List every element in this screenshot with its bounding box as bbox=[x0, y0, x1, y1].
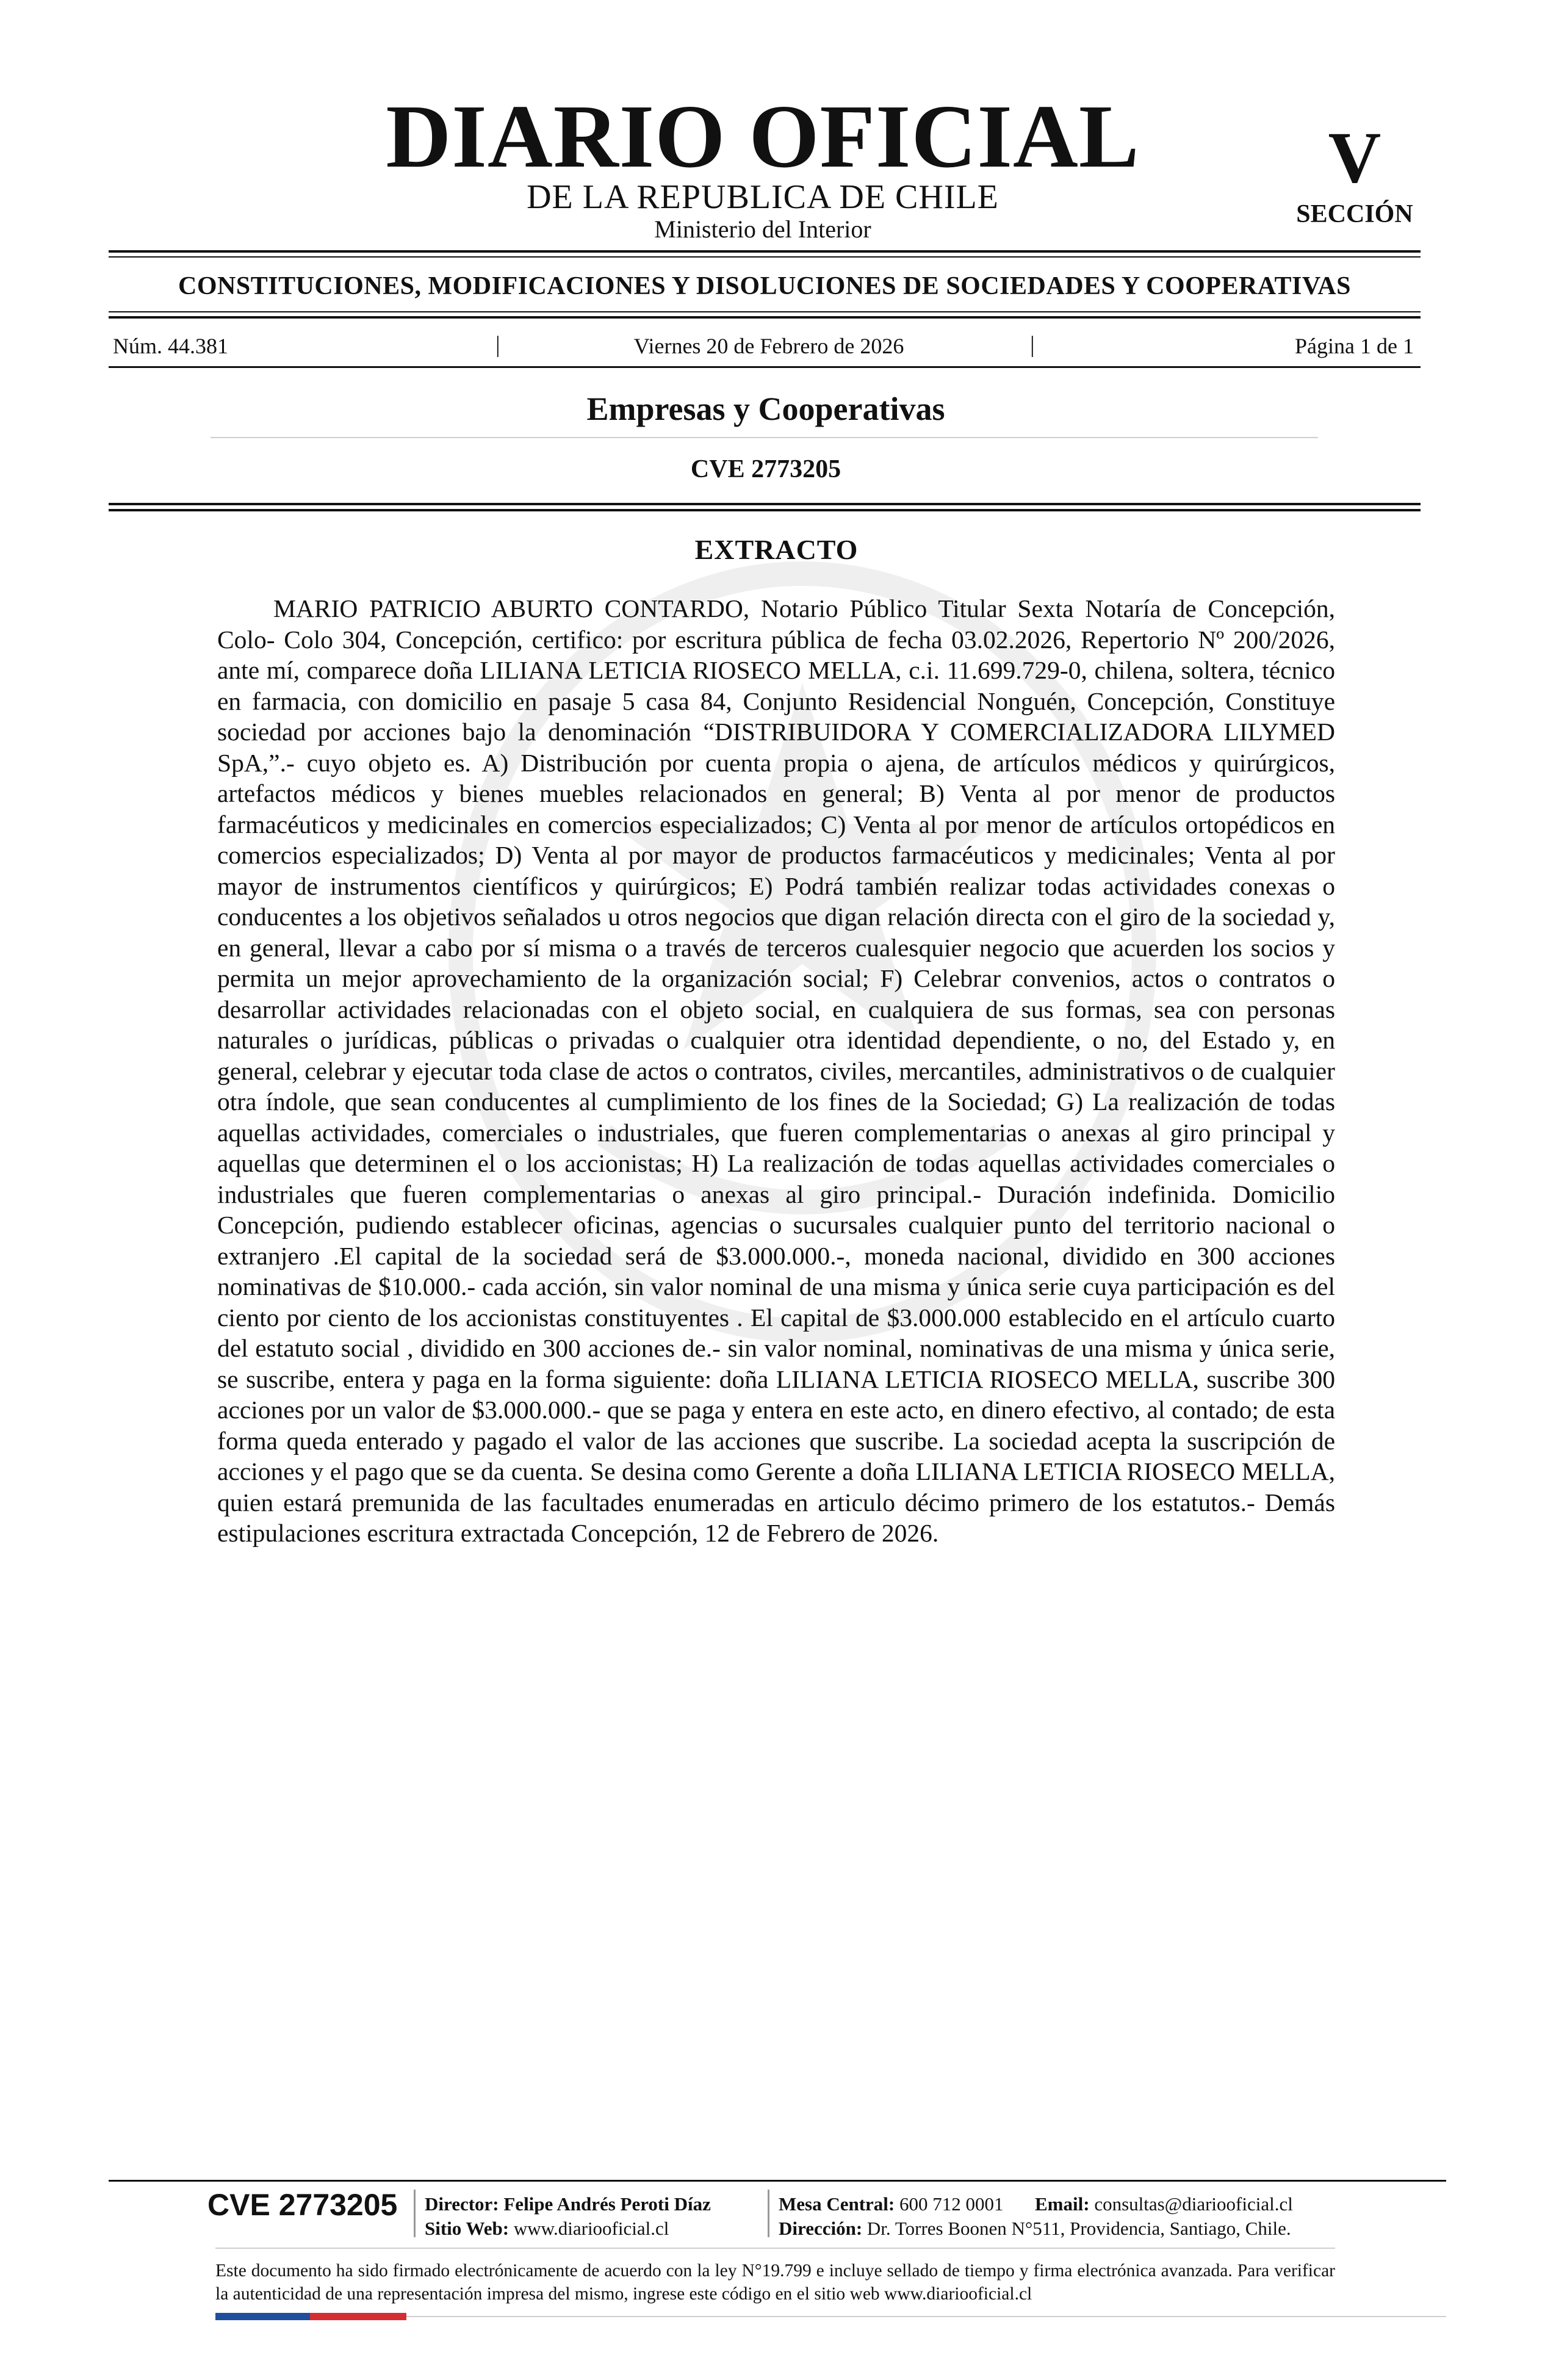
legal-notice: Este documento ha sido firmado electrónicamente de acuerdo con la ley N°19.799 e incluye sellado de tiempo y firma electrónica avanzada. Para verificar la autenticidad de una representación impresa del mismo, ingrese este código en el sitio web www.diariooficial.cl bbox=[215, 2261, 1335, 2304]
footer-mid-rule bbox=[215, 2248, 1335, 2249]
footer-top-rule bbox=[109, 2180, 1446, 2182]
website-link[interactable]: www.diariooficial.cl bbox=[513, 2218, 669, 2239]
flag-stripe-blue bbox=[215, 2313, 310, 2320]
ministry-label: Ministerio del Interior bbox=[654, 215, 871, 243]
category-divider bbox=[211, 437, 1318, 438]
email-label: Email: bbox=[1035, 2193, 1090, 2215]
flag-stripe-line bbox=[406, 2316, 1446, 2317]
newspaper-subtitle: DE LA REPUBLICA DE CHILE bbox=[527, 178, 999, 216]
masthead-divider bbox=[109, 250, 1421, 253]
address-line bbox=[779, 2219, 1291, 2238]
contact-line bbox=[779, 2194, 1293, 2213]
phone-label: Mesa Central: bbox=[779, 2193, 895, 2215]
issue-number: Núm. 44.381 bbox=[113, 334, 228, 358]
website-line bbox=[425, 2219, 669, 2238]
director-name: Felipe Andrés Peroti Díaz bbox=[503, 2193, 711, 2215]
issue-separator: | bbox=[495, 332, 500, 358]
director-line bbox=[425, 2194, 711, 2213]
footer-cve-code: CVE 2773205 bbox=[207, 2188, 398, 2222]
issue-divider bbox=[109, 366, 1421, 368]
footer-separator bbox=[414, 2190, 416, 2237]
article-heading: EXTRACTO bbox=[694, 534, 859, 565]
flag-stripe-red bbox=[310, 2313, 406, 2320]
section-label: SECCIÓN bbox=[1296, 200, 1413, 228]
address-label: Dirección: bbox=[779, 2218, 863, 2239]
issue-date: Viernes 20 de Febrero de 2026 bbox=[633, 334, 904, 358]
banner-divider bbox=[109, 316, 1421, 319]
masthead-divider bbox=[109, 256, 1421, 258]
footer-separator bbox=[768, 2190, 769, 2237]
address-value: Dr. Torres Boonen N°511, Providencia, Santiago, Chile. bbox=[866, 2218, 1291, 2239]
banner-divider bbox=[109, 311, 1421, 312]
cve-code: CVE 2773205 bbox=[690, 455, 841, 483]
header-bottom-rule bbox=[109, 509, 1421, 511]
director-label: Director: bbox=[425, 2193, 499, 2215]
category-title: Empresas y Cooperativas bbox=[586, 391, 945, 427]
header-bottom-rule bbox=[109, 503, 1421, 505]
phone-number: 600 712 0001 bbox=[899, 2193, 1004, 2215]
article-body: MARIO PATRICIO ABURTO CONTARDO, Notario Público Titular Sexta Notaría de Concepción, Colo- Colo 304, Concepción, certifico: por escritura pública de fecha 03.02.2026, Repertorio Nº 200/2026, ante mí, comparece doña LILIANA LETICIA RIOSECO MELLA, c.i. 11.699.729-0, chilena, soltera, técnico en farmacia, con domicilio en pasaje 5 casa 84, Conjunto Residencial Nonguén, Concepción, Constituye sociedad por acciones bajo la denominación “DISTRIBUIDORA Y COMERCIALIZADORA LILYMED SpA,”.- cuyo objeto es. A) Distribución por cuenta propia o ajena, de artículos médicos y quirúrgicos, artefactos médicos y bienes muebles relacionados en general; B) Venta al por menor de productos farmacéuticos y medicinales en comercios especializados; C) Venta al por menor de artículos ortopédicos en comercios especializados; D) Venta al por mayor de productos farmacéuticos y medicinales; Venta al por mayor de instrumentos científicos y quirúrgicos; E) Podrá también realizar todas actividades conexas o conducentes a los objetivos señalados u otros negocios que digan relación directa con el giro de la sociedad y, en general, llevar a cabo por sí misma o a través de terceros cualesquier negocio que acuerden los socios y permita un mejor aprovechamiento de la organización social; F) Celebrar convenios, actos o contratos o desarrollar actividades relacionadas con el objeto social, en cualquiera de sus formas, sea con personas naturales o jurídicas, públicas o privadas o cualquier otra identidad dependiente, o no, del Estado y, en general, celebrar y ejecutar toda clase de actos o contratos, civiles, mercantiles, administrativos o de cualquier otra índole, que sean conducentes al cumplimiento de los fines de la Sociedad; G) La realización de todas aquellas actividades, comerciales o industriales, que fueren complementarias o anexas al giro principal y aquellas que determinen el o los accionistas; H) La realización de todas aquellas actividades comerciales o industriales que fueren complementarias o anexas al giro principal.- Duración indefinida. Domicilio Concepción, pudiendo establecer oficinas, agencias o sucursales cualquier punto del territorio nacional o extranjero .El capital de la sociedad será de $3.000.000.-, moneda nacional, dividido en 300 acciones nominativas de $10.000.- cada acción, sin valor nominal de una misma y única serie cuya participación es del ciento por ciento de los accionistas constituyentes . El capital de $3.000.000 establecido en el artículo cuarto del estatuto social , dividido en 300 acciones de.- sin valor nominal, nominativas de una misma y única serie, se suscribe, entera y paga en la forma siguiente: doña LILIANA LETICIA RIOSECO MELLA, suscribe 300 acciones por un valor de $3.000.000.- que se paga y entera en este acto, en dinero efectivo, al contado; de esta forma queda enterado y pagado el valor de las acciones que suscribe. La sociedad acepta la suscripción de acciones y el pago que se da cuenta. Se desina como Gerente a doña LILIANA LETICIA RIOSECO MELLA, quien estará premunida de las facultades enumeradas en articulo décimo primero de los estatutos.- Demás estipulaciones escritura extractada Concepción, 12 de Febrero de 2026. bbox=[217, 594, 1335, 1547]
issue-separator: | bbox=[1030, 332, 1035, 358]
page-indicator: Página 1 de 1 bbox=[1295, 334, 1414, 358]
section-banner: CONSTITUCIONES, MODIFICACIONES Y DISOLUCIONES DE SOCIEDADES Y COOPERATIVAS bbox=[178, 272, 1351, 300]
email-link[interactable]: consultas@diariooficial.cl bbox=[1094, 2193, 1293, 2215]
website-label: Sitio Web: bbox=[425, 2218, 510, 2239]
section-letter: V bbox=[1328, 117, 1381, 198]
newspaper-title: DIARIO OFICIAL bbox=[386, 87, 1140, 187]
